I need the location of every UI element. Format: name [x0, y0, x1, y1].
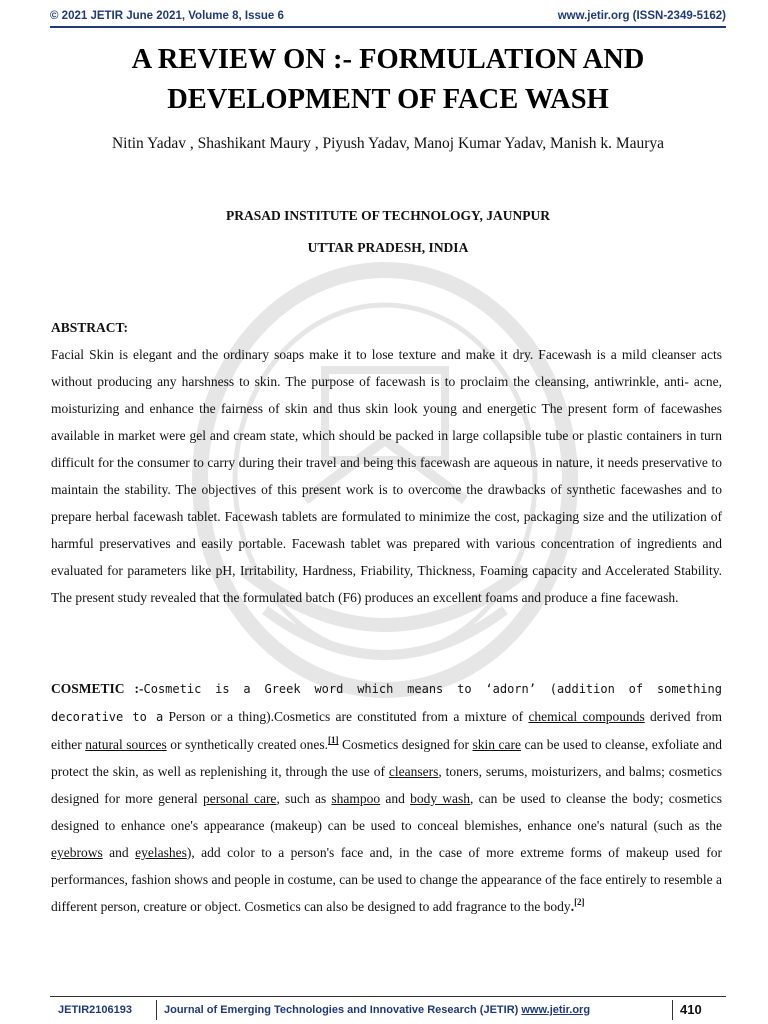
- cosmetic-heading: COSMETIC :-: [51, 681, 144, 696]
- link-eyebrows[interactable]: eyebrows: [51, 845, 103, 860]
- running-header: [50, 6, 726, 28]
- citation-ref-1[interactable]: [1]: [328, 735, 339, 745]
- article-id: JETIR2106193: [58, 1004, 132, 1016]
- footer-rule: [50, 996, 726, 997]
- footer-divider-2: [672, 1000, 673, 1020]
- institution-name: PRASAD INSTITUTE OF TECHNOLOGY, JAUNPUR: [226, 208, 550, 223]
- title-line-2: DEVELOPMENT OF FACE WASH: [167, 84, 609, 115]
- link-eyelashes[interactable]: eyelashes: [135, 845, 187, 860]
- cosmetic-text-4: or synthetically created ones.: [166, 737, 329, 752]
- cosmetic-paragraph: [51, 675, 722, 920]
- cosmetic-text-2: Person or a thing).Cosmetics are constituted from a mixture of: [163, 709, 529, 724]
- journal-name-text: Journal of Emerging Technologies and Innovative Research (JETIR): [164, 1004, 522, 1016]
- link-natural-sources[interactable]: natural sources: [85, 737, 167, 752]
- footer-divider: [156, 1000, 157, 1020]
- author-list: Nitin Yadav , Shashikant Maury , Piyush Yadav, Manoj Kumar Yadav, Manish k. Maurya: [111, 135, 665, 152]
- link-shampoo[interactable]: shampoo: [331, 791, 381, 806]
- page-footer: [58, 1000, 726, 1020]
- cosmetic-text-7: , toners, serums, moisturizers, and balms; cosmetics designed for more general: [51, 764, 723, 806]
- link-personal-care[interactable]: personal care: [203, 791, 277, 806]
- header-rule: [50, 26, 726, 28]
- cosmetic-text-5: Cosmetics designed for: [338, 737, 473, 752]
- abstract-text: Facial Skin is elegant and the ordinary soaps make it to lose texture and make it dry. Facewash is a mild cleanser acts without producing any harshness to skin. The purpose of facewash is to proclaim the cleansing, antiwrinkle, anti- acne, moisturizing and enhance the fairness of skin and thus skin look young and energetic The present form of facewashes available in market were gel and cream state, which should be packed in large collapsible tube or plastic containers in turn difficult for the consumer to carry during their travel and being this facewash are aqueous in nature, it needs preservative to maintain the stability. The objectives of this present work is to overcome the drawbacks of synthetic facewashes and to prepare herbal facewash tablet. Facewash tablets are formulated to minimize the cost, packaging size and the utilization of harmful preservatives and easily portable. Facewash tablet was prepared with various concentration of ingredients and evaluated for parameters like pH, Irritability, Hardness, Friability, Thickness, Foaming capacity and Accelerated Stability. The present study revealed that the formulated batch (F6) produces an excellent foams and produce a fine facewash.: [51, 347, 722, 605]
- cosmetic-text-12: ), add color to a person's face and, in the case of more extreme forms of makeup used for performances, fashion shows and people in costume, can be used to change the appearance of the face entirely to resemble a different person, creature or object. Cosmetics can also be designed to add fragrance to the body: [51, 845, 722, 914]
- journal-name: [164, 1004, 590, 1016]
- header-website[interactable]: www.jetir.org (ISSN-2349-5162): [557, 10, 726, 22]
- header-citation: © 2021 JETIR June 2021, Volume 8, Issue 6: [50, 10, 284, 22]
- link-chemical-compounds[interactable]: chemical compounds: [528, 709, 645, 724]
- link-skin-care[interactable]: skin care: [472, 737, 521, 752]
- cosmetic-text-8: , such as: [276, 791, 332, 806]
- journal-url-link[interactable]: www.jetir.org: [521, 1004, 591, 1016]
- cosmetic-text-9: and: [380, 791, 411, 806]
- cosmetic-text-3: derived from either: [51, 709, 723, 752]
- citation-ref-2[interactable]: [2]: [574, 897, 585, 907]
- cosmetic-text-6: can be used to cleanse, exfoliate and protect the skin, as well as replenishing it, through the use of: [51, 737, 722, 779]
- cosmetic-text-11: and: [102, 845, 136, 860]
- link-body-wash[interactable]: body wash: [410, 791, 471, 806]
- cosmetic-text-10: , can be used to cleanse the body; cosmetics designed to enhance one's appearance (makeup) can be used to conceal blemishes, enhance one's natural (such as the: [51, 791, 722, 833]
- cosmetic-text-1: Cosmetic is a Greek word which means to ‘adorn’ (addition of something decorative to a: [51, 682, 722, 724]
- cosmetic-text-13: .: [570, 899, 575, 914]
- institution-location: UTTAR PRADESH, INDIA: [307, 240, 469, 255]
- page-number: 410: [680, 1002, 702, 1017]
- abstract-heading: ABSTRACT:: [51, 320, 129, 335]
- paper-title: [40, 40, 736, 120]
- link-cleansers[interactable]: cleansers: [388, 764, 439, 779]
- title-line-1: A REVIEW ON :- FORMULATION AND: [131, 44, 645, 75]
